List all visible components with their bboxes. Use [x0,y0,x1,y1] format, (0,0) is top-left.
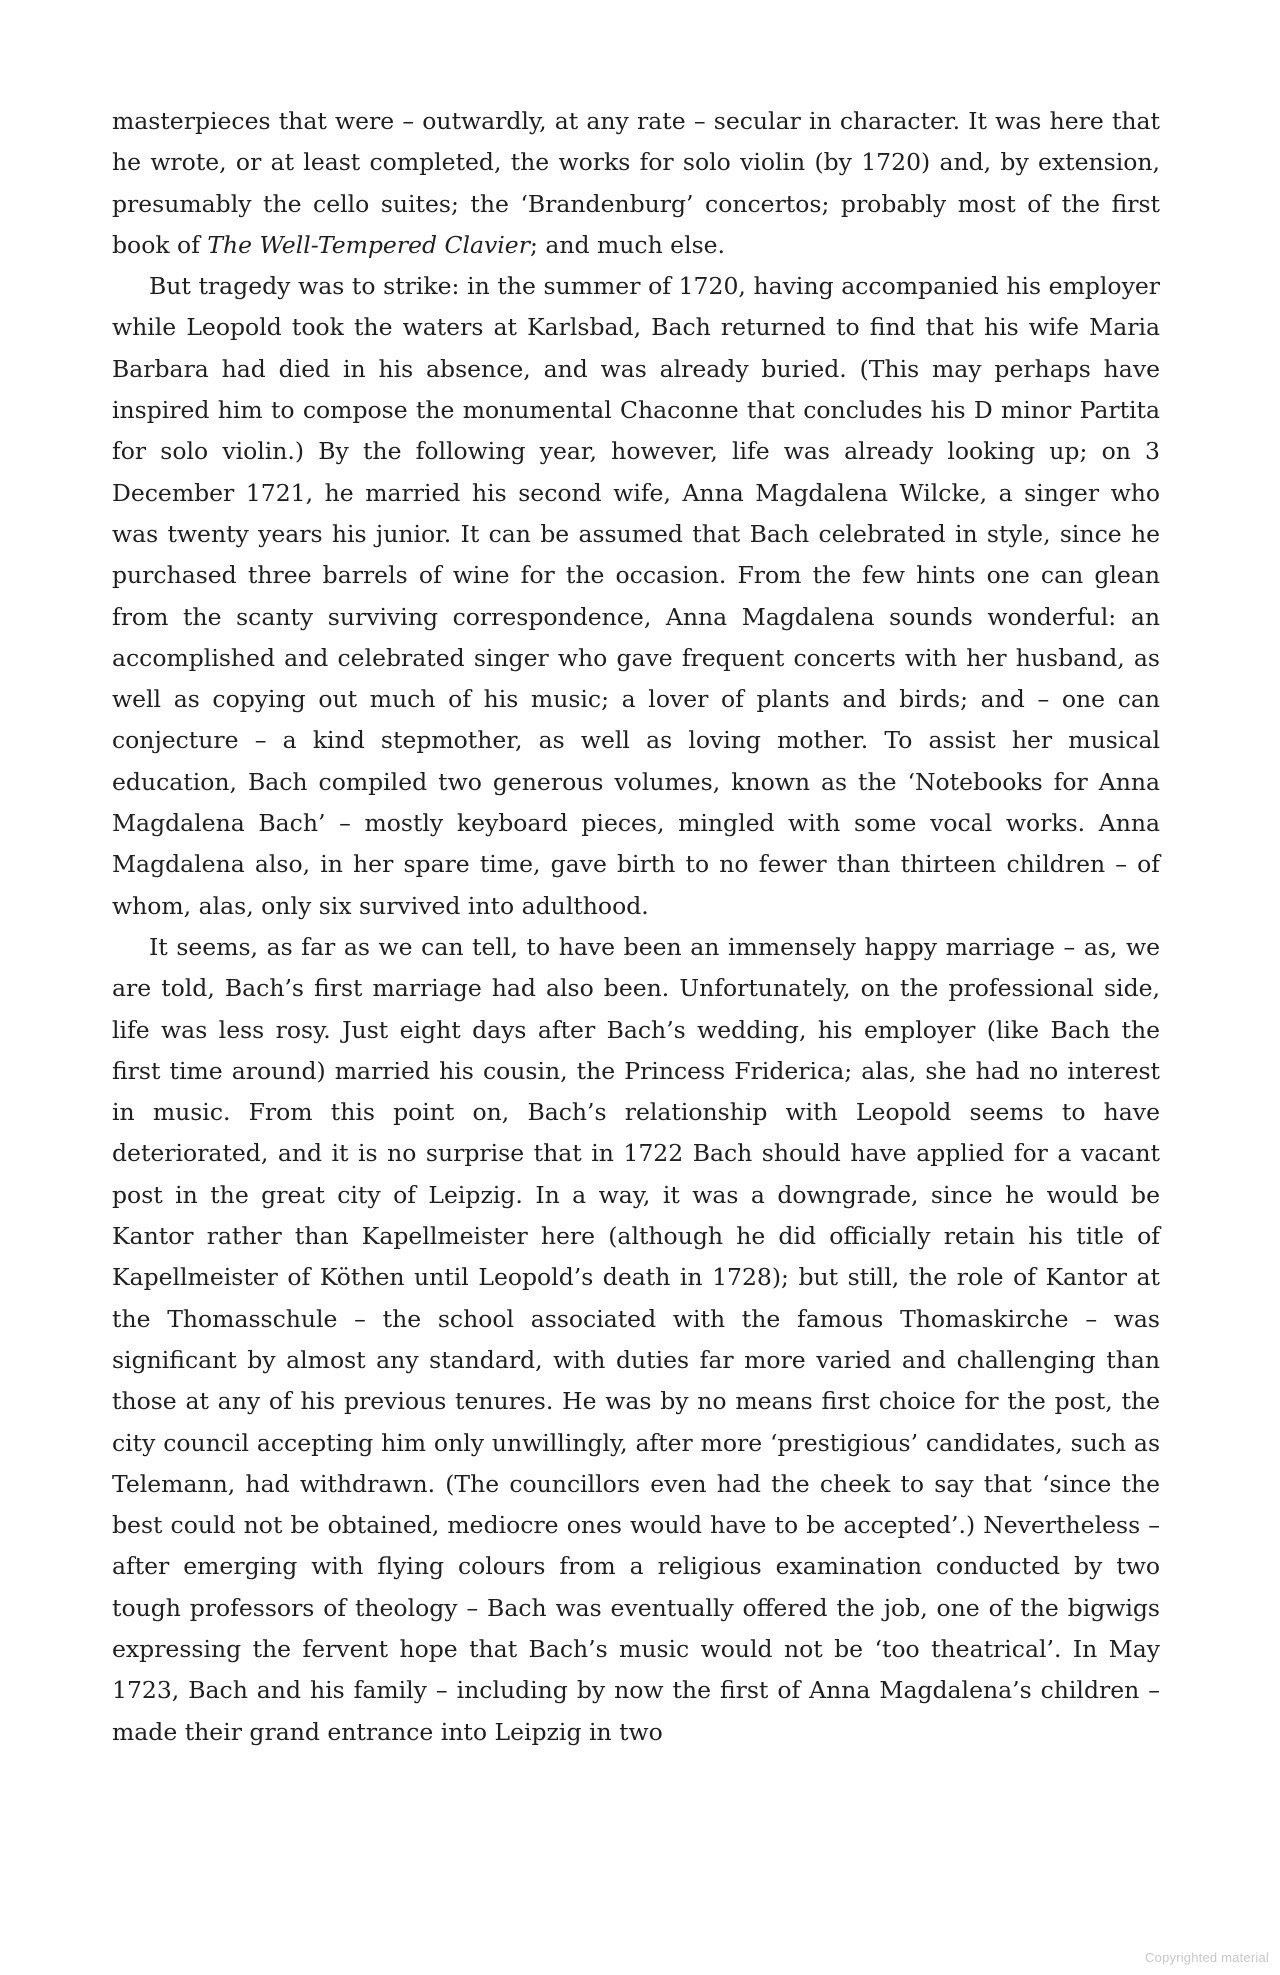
copyright-watermark: Copyrighted material [1145,1950,1269,1965]
paragraph-2 [112,266,1160,927]
body-text [112,101,1160,1753]
paragraph-3-text: It seems, as far as we can tell, to have been an immensely happy marriage – as, we are told, Bach’s first marriage had also been. Unfortunately, on the professional side, life was less rosy. Just eight days after Bach’s wedding, his employer (like Bach the first time around) married his cousin, the Princess Friderica; alas, she had no interest in music. From this point on, Bach’s relationship with Leopold seems to have deteriorated, and it is no surprise that in 1722 Bach should have applied for a vacant post in the great city of Leipzig. In a way, it was a downgrade, since he would be Kantor rather than Kapellmeister here (although he did officially retain his title of Kapellmeister of Köthen until Leopold’s death in 1728); but still, the role of Kantor at the Thomasschule – the school associated with the famous Thomaskirche – was significant by almost any standard, with duties far more varied and challenging than those at any of his previous tenures. He was by no means first choice for the post, the city council accepting him only unwillingly, after more ‘prestigious’ candidates, such as Telemann, had withdrawn. (The councillors even had the cheek to say that ‘since the best could not be obtained, mediocre ones would have to be accepted’.) Nevertheless – after emerging with flying colours from a religious examination conducted by two tough professors of theology – Bach was eventually offered the job, one of the bigwigs expressing the fervent hope that Bach’s music would not be ‘too theatrical’. In May 1723, Bach and his family – including by now the first of Anna Magdalena’s children – made their grand entrance into Leipzig in two [112,932,1160,1746]
paragraph-1-end: ; and much else. [529,230,726,259]
paragraph-2-text: But tragedy was to strike: in the summer of 1720, having accompanied his employer while Leopold took the waters at Karlsbad, Bach returned to find that his wife Maria Barbara had died in his absence, and was already buried. (This may perhaps have inspired him to compose the monumental Chaconne that concludes his D minor Partita for solo violin.) By the following year, however, life was already looking up; on 3 December 1721, he married his second wife, Anna Magdalena Wilcke, a singer who was twenty years his junior. It can be assumed that Bach celebrated in style, since he purchased three barrels of wine for the occasion. From the few hints one can glean from the scanty surviving correspondence, Anna Magdalena sounds wonderful: an accomplished and celebrated singer who gave frequent concerts with her husband, as well as copying out much of his music; a lover of plants and birds; and – one can conjecture – a kind stepmother, as well as loving mother. To assist her musical education, Bach compiled two generous volumes, known as the ‘Notebooks for Anna Magdalena Bach’ – mostly keyboard pieces, mingled with some vocal works. Anna Magdalena also, in her spare time, gave birth to no fewer than thirteen children – of whom, alas, only six survived into adulthood. [112,272,1160,920]
paragraph-1 [112,101,1160,266]
book-title-italic: The Well-Tempered Clavier [207,230,530,259]
paragraph-3 [112,927,1160,1753]
paragraph-1-text: masterpieces that were – outwardly, at any rate – secular in character. It was here that he wrote, or at least completed, the works for solo violin (by 1720) and, by extension, presumably the cello suites; the ‘Brandenburg’ concertos; probably most of the first book of [112,107,1160,259]
